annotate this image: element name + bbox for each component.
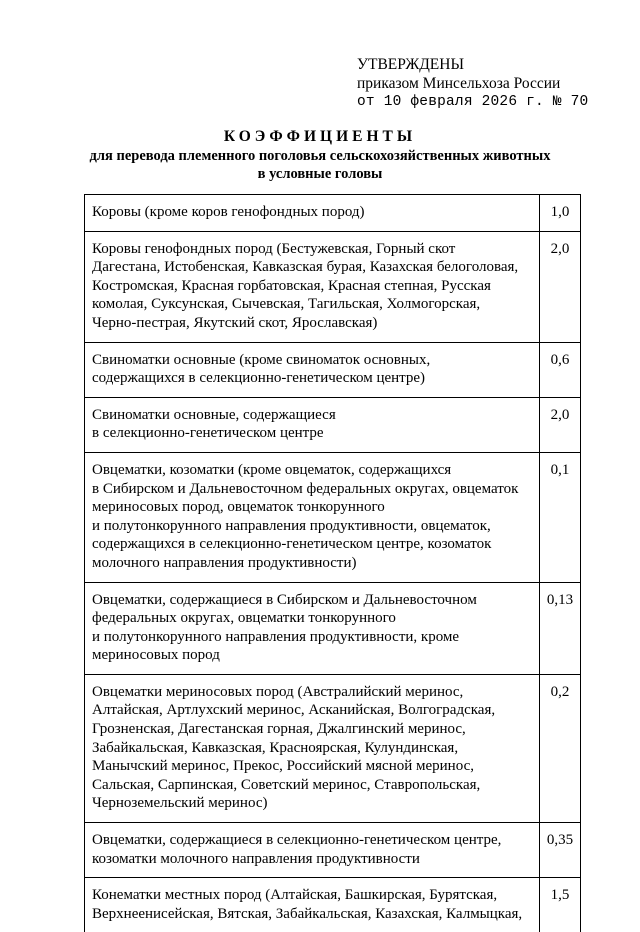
category-text-line: Конематки местных пород (Алтайская, Башкирская, Бурятская, [92,886,533,905]
category-text-line: Свиноматки основные (кроме свиноматок основных, [92,351,533,370]
document-subtitle [60,147,580,183]
animal-category-cell [85,878,540,932]
category-text-line: в селекционно-генетическом центре [92,424,533,443]
category-text-line: Забайкальская, Кавказская, Красноярская, Кулундинская, [92,739,533,758]
table-row [85,823,581,878]
category-text-line: Овцематки, козоматки (кроме овцематок, содержащихся [92,461,533,480]
coefficient-value-cell: 0,1 [540,452,581,582]
coefficient-value-cell: 1,5 [540,878,581,932]
category-text-line: Черноземельский меринос) [92,794,533,813]
category-text-line: Костромская, Красная горбатовская, Красная степная, Русская [92,277,533,296]
animal-category-cell [85,582,540,674]
animal-category-cell [85,231,540,342]
coefficient-value-cell: 0,6 [540,342,581,397]
table-row [85,674,581,822]
approval-block [357,55,588,112]
coefficient-value-cell: 0,2 [540,674,581,822]
category-text-line: Грозненская, Дагестанская горная, Джалгинский меринос, [92,720,533,739]
category-text-line: содержащихся в селекционно-генетическом центре) [92,369,533,388]
table-row [85,195,581,232]
coefficient-value-cell: 2,0 [540,231,581,342]
coefficient-value-cell: 1,0 [540,195,581,232]
coefficient-value-cell: 2,0 [540,397,581,452]
category-text-line: Сальская, Сарпинская, Советский меринос, Ставропольская, [92,776,533,795]
category-text-line: мериносовых пород [92,646,533,665]
table-row [85,397,581,452]
approval-order: приказом Минсельхоза России [357,74,588,93]
category-text-line: мериносовых пород, овцематок тонкорунного [92,498,533,517]
coefficients-table [84,194,581,932]
table-row [85,878,581,932]
approval-date-number: от 10 февраля 2026 г. № 70 [357,93,588,112]
category-text-line: и полутонкорунного направления продуктивности, овцематок, [92,517,533,536]
category-text-line: Дагестана, Истобенская, Кавказская бурая, Казахская белоголовая, [92,258,533,277]
category-text-line: Овцематки, содержащиеся в Сибирском и Дальневосточном [92,591,533,610]
category-text-line: Овцематки мериносовых пород (Австралийский меринос, [92,683,533,702]
animal-category-cell [85,195,540,232]
animal-category-cell [85,674,540,822]
category-text-line: молочного направления продуктивности) [92,554,533,573]
animal-category-cell [85,452,540,582]
category-text-line: Черно-пестрая, Якутский скот, Ярославская) [92,314,533,333]
coefficient-value-cell: 0,13 [540,582,581,674]
category-text-line: Верхнеенисейская, Вятская, Забайкальская, Казахская, Калмыцкая, [92,905,533,924]
category-text-line: комолая, Суксунская, Сычевская, Тагильская, Холмогорская, [92,295,533,314]
table-row [85,452,581,582]
animal-category-cell [85,342,540,397]
category-text-line: Манычский меринос, Прекос, Российский мясной меринос, [92,757,533,776]
document-title: КОЭФФИЦИЕНТЫ [0,128,640,146]
category-text-line: Коровы (кроме коров генофондных пород) [92,203,533,222]
category-text-line: Свиноматки основные, содержащиеся [92,406,533,425]
category-text-line: Алтайская, Артлухский меринос, Асканийская, Волгоградская, [92,701,533,720]
category-text-line: в Сибирском и Дальневосточном федеральных округах, овцематок [92,480,533,499]
category-text-line: содержащихся в селекционно-генетическом центре, козоматок [92,535,533,554]
coefficients-table-body [85,195,581,932]
category-text-line: и полутонкорунного направления продуктивности, кроме [92,628,533,647]
category-text-line: федеральных округах, овцематки тонкорунного [92,609,533,628]
subtitle-line: в условные головы [60,165,580,183]
coefficient-value-cell: 0,35 [540,823,581,878]
table-row [85,231,581,342]
category-text-line: Овцематки, содержащиеся в селекционно-генетическом центре, [92,831,533,850]
subtitle-line: для перевода племенного поголовья сельскохозяйственных животных [60,147,580,165]
table-row [85,582,581,674]
table-row [85,342,581,397]
approval-heading: УТВЕРЖДЕНЫ [357,55,588,74]
animal-category-cell [85,823,540,878]
category-text-line: козоматки молочного направления продуктивности [92,850,533,869]
animal-category-cell [85,397,540,452]
category-text-line: Коровы генофондных пород (Бестужевская, Горный скот [92,240,533,259]
